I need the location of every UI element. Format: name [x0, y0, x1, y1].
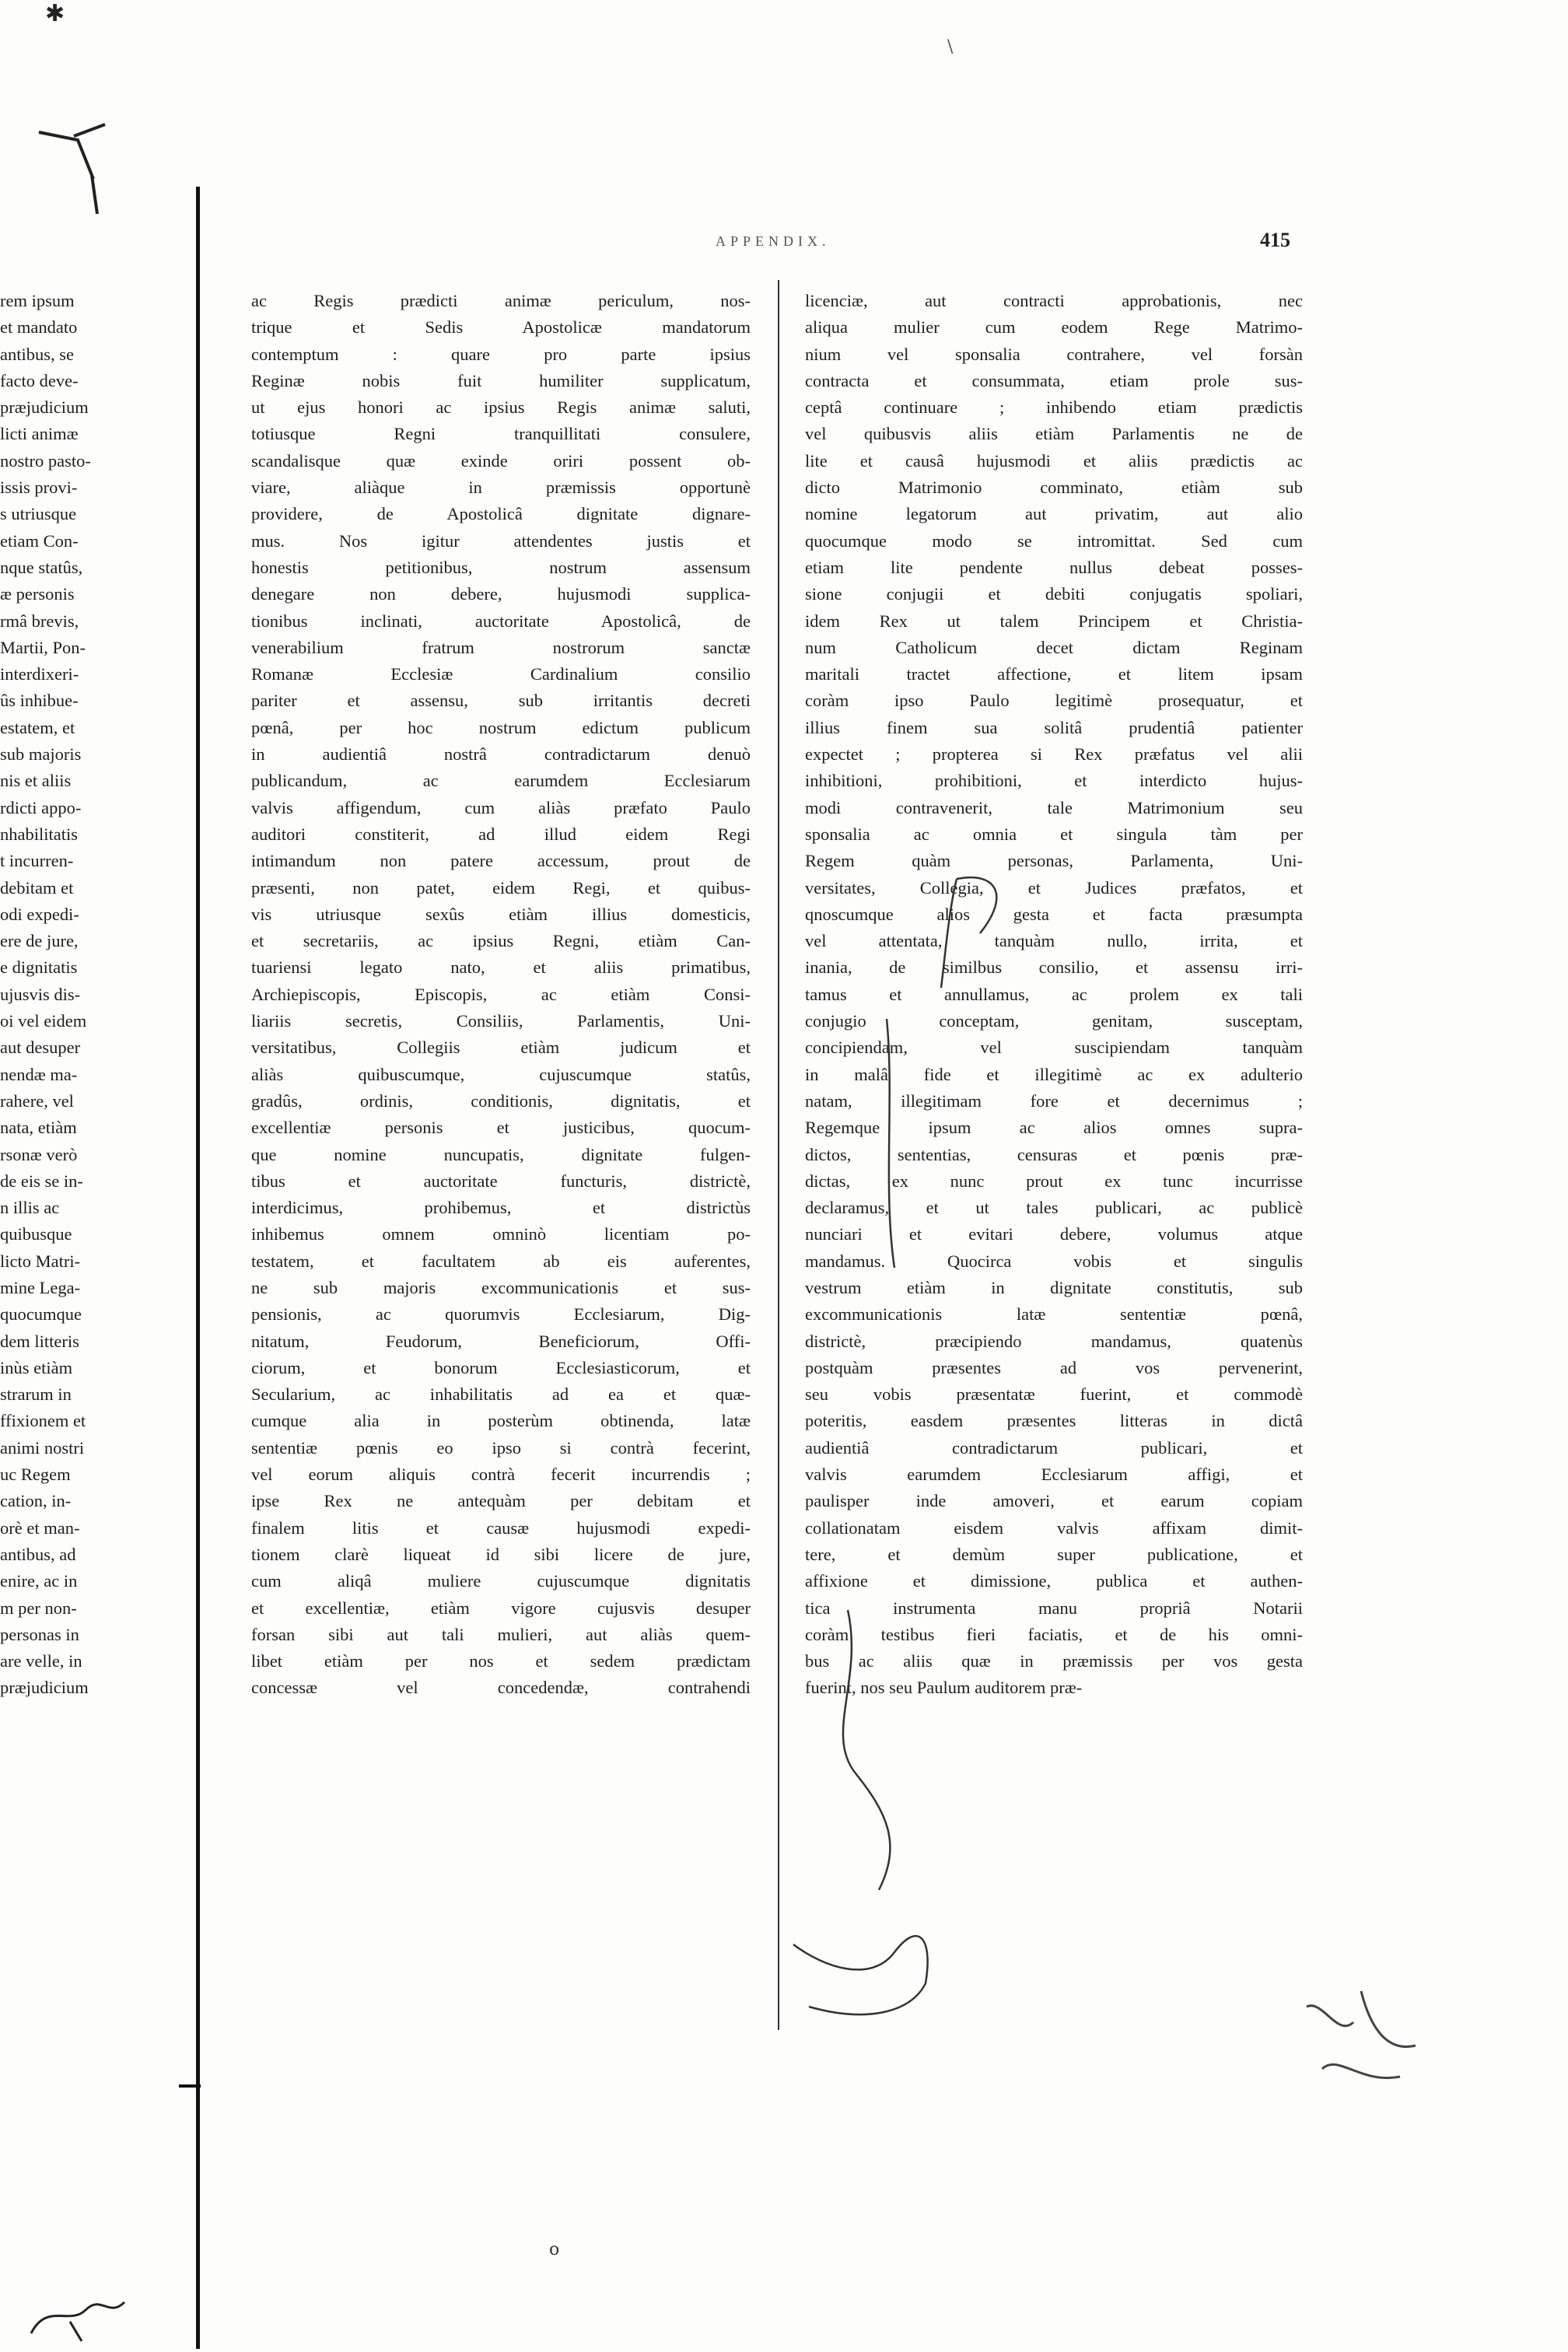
text-line: auditori constiterit, ad illud eidem Regi	[251, 824, 751, 844]
text-line: facto deve-	[0, 370, 79, 390]
text-line: debitam et	[0, 877, 74, 898]
text-line: ceptâ continuare ; inhibendo etiam prædictis	[805, 397, 1303, 418]
text-line: sententiæ pœnis eo ipso si contrà fecerint,	[251, 1437, 751, 1458]
text-line: sione conjugii et debiti conjugatis spoliari,	[805, 584, 1303, 604]
text-line: nunciari et evitari debere, volumus atque	[805, 1224, 1303, 1244]
text-line: expectet ; propterea si Rex præfatus vel alii	[805, 744, 1303, 765]
text-line: æ personis	[0, 584, 75, 604]
text-line: ut ejus honori ac ipsius Regis animæ saluti,	[251, 397, 751, 418]
text-line: de eis se in-	[0, 1171, 83, 1191]
text-line: valvis earumdem Ecclesiarum affigi, et	[805, 1465, 1303, 1485]
text-line: versitates, Collegia, et Judices præfatos, et	[805, 877, 1303, 898]
text-line: tibus et auctoritate functuris, districtè,	[251, 1171, 751, 1191]
text-line: ac Regis prædicti animæ periculum, nos-	[251, 291, 751, 310]
text-line: ciorum, et bonorum Ecclesiasticorum, et	[251, 1357, 751, 1377]
text-line: cation, in-	[0, 1491, 72, 1511]
text-line: versitatibus, Collegiis etiàm judicum et	[251, 1038, 751, 1058]
text-line: paulisper inde amoveri, et earum copiam	[805, 1491, 1303, 1511]
text-line: inhibemus omnem omninò licentiam po-	[251, 1224, 751, 1244]
text-line: ujusvis dis-	[0, 984, 81, 1004]
text-line: dictas, ex nunc prout ex tunc incurrisse	[805, 1171, 1303, 1191]
text-line: pœnâ, per hoc nostrum edictum publicum	[251, 717, 751, 737]
text-line: pensionis, ac quorumvis Ecclesiarum, Dig-	[251, 1304, 751, 1325]
text-line: declaramus, et ut tales publicari, ac publicè	[805, 1198, 1303, 1218]
text-line: vel attentata, tanquàm nullo, irrita, et	[805, 931, 1303, 951]
text-line: excellentiæ personis et justicibus, quocum-	[251, 1118, 751, 1138]
text-line: Reginæ nobis fuit humiliter supplicatum,	[251, 370, 751, 390]
page-number: 415	[1260, 229, 1290, 251]
text-line: trique et Sedis Apostolicæ mandatorum	[251, 317, 751, 338]
text-line: interdicimus, prohibemus, et districtùs	[251, 1198, 751, 1218]
text-line: estatem, et	[0, 717, 75, 737]
text-line: vel eorum aliquis contrà fecerit incurrendis ;	[251, 1465, 751, 1485]
text-line: issis provi-	[0, 478, 78, 498]
text-line: rahere, vel	[0, 1090, 74, 1111]
text-line: et mandato	[0, 317, 78, 338]
text-line: tionibus inclinati, auctoritate Apostolicâ, de	[251, 611, 751, 631]
text-line: illius finem sua solitâ prudentiâ patienter	[805, 717, 1303, 737]
text-line: interdixeri-	[0, 664, 79, 684]
text-line: antibus, ad	[0, 1544, 76, 1564]
text-line: nitatum, Feudorum, Beneficiorum, Offi-	[251, 1331, 751, 1351]
ink-arrow-mark	[31, 109, 124, 218]
text-line: animi nostri	[0, 1437, 85, 1458]
text-line: nium vel sponsalia contrahere, vel forsàn	[805, 344, 1303, 364]
text-line: tuariensi legato nato, et aliis primatibus,	[251, 957, 751, 978]
text-line: licenciæ, aut contracti approbationis, nec	[805, 291, 1303, 310]
text-line: strarum in	[0, 1384, 72, 1405]
text-line: ne sub majoris excommunicationis et sus-	[251, 1277, 751, 1297]
text-line: excommunicationis latæ sententiæ pœnâ,	[805, 1304, 1303, 1325]
text-line: ûs inhibue-	[0, 691, 79, 711]
left-bottom-rule	[179, 2084, 201, 2088]
text-line: inhibitioni, prohibitioni, et interdicto hujus-	[805, 771, 1303, 791]
ink-mark-top-left: ✱	[45, 0, 65, 27]
text-line: quocumque	[0, 1304, 82, 1325]
text-line: providere, de Apostolicâ dignitate dignare-	[251, 504, 751, 524]
page-header	[0, 229, 1568, 264]
text-line: districtè, præcipiendo mandamus, quatenùs	[805, 1331, 1303, 1351]
text-line: præjudicium	[0, 397, 89, 418]
text-line: tionem clarè liqueat id sibi licere de jure,	[251, 1544, 751, 1564]
text-line: uc Regem	[0, 1465, 71, 1485]
text-line: in audientiâ nostrâ contradictarum denuò	[251, 744, 751, 765]
text-line: e dignitatis	[0, 957, 78, 978]
text-line: sponsalia ac omnia et singula tàm per	[805, 824, 1303, 844]
text-line: nque statûs,	[0, 557, 83, 577]
middle-column	[251, 288, 751, 1702]
text-line: maritali tractet affectione, et litem ipsam	[805, 664, 1303, 684]
text-line: forsan sibi aut tali mulieri, aut aliàs quem-	[251, 1624, 751, 1644]
text-line: aliqua mulier cum eodem Rege Matrimo-	[805, 317, 1303, 338]
text-line: vis utriusque sexûs etiàm illius domesticis,	[251, 904, 751, 924]
text-line: nomine legatorum aut privatim, aut alio	[805, 504, 1303, 524]
text-line: fuerint, nos seu Paulum auditorem præ-	[805, 1678, 1083, 1698]
text-line: sub majoris	[0, 744, 82, 765]
text-line: præsenti, non patet, eidem Regi, et quibus-	[251, 877, 751, 898]
text-line: concessæ vel concedendæ, contrahendi	[251, 1678, 751, 1698]
text-line: collationatam eisdem valvis affixam dimit-	[805, 1517, 1303, 1538]
text-line: quibusque	[0, 1224, 72, 1244]
text-line: libet etiàm per nos et sedem prædictam	[251, 1651, 751, 1671]
text-line: vestrum etiàm in dignitate constitutis, sub	[805, 1277, 1303, 1297]
text-line: licto Matri-	[0, 1251, 81, 1271]
left-column-cropped	[0, 288, 167, 1702]
text-line: gradûs, ordinis, conditionis, dignitatis, et	[251, 1090, 751, 1111]
text-line: tere, et demùm super publicatione, et	[805, 1544, 1303, 1564]
running-head: APPENDIX.	[716, 233, 831, 249]
text-line: natam, illegitimam fore et decernimus ;	[805, 1090, 1303, 1111]
text-line: aut desuper	[0, 1038, 81, 1058]
text-line: mandamus. Quocirca vobis et singulis	[805, 1251, 1303, 1271]
text-line: ffixionem et	[0, 1411, 86, 1431]
text-line: personas in	[0, 1624, 79, 1644]
text-line: nhabilitatis	[0, 824, 78, 844]
text-line: nostro pasto-	[0, 450, 91, 471]
text-line: postquàm præsentes ad vos pervenerint,	[805, 1357, 1303, 1377]
text-line: enire, ac in	[0, 1571, 78, 1591]
text-line: contemptum : quare pro parte ipsius	[251, 344, 751, 364]
text-line: conjugio conceptam, genitam, susceptam,	[805, 1011, 1303, 1031]
small-o-mark: o	[549, 2240, 560, 2259]
text-line: liariis secretis, Consiliis, Parlamentis, Uni-	[251, 1011, 751, 1031]
text-line: rmâ brevis,	[0, 611, 79, 631]
text-line: num Catholicum decet dictam Reginam	[805, 637, 1303, 657]
text-line: venerabilium fratrum nostrorum sanctæ	[251, 637, 751, 657]
text-line: coràm ipso Paulo legitimè prosequatur, et	[805, 691, 1303, 711]
text-line: Archiepiscopis, Episcopis, ac etiàm Consi-	[251, 984, 751, 1004]
text-line: et excellentiæ, etiàm vigore cujusvis desuper	[251, 1598, 751, 1618]
text-line: coràm testibus fieri faciatis, et de his omni-	[805, 1624, 1303, 1644]
text-line: dicto Matrimonio comminato, etiàm sub	[805, 478, 1303, 498]
text-line: in malâ fide et illegitimè ac ex adulterio	[805, 1064, 1303, 1084]
text-line: inania, de similbus consilio, et assensu irri-	[805, 957, 1303, 978]
text-line: nendæ ma-	[0, 1064, 78, 1084]
text-line: Romanæ Ecclesiæ Cardinalium consilio	[251, 664, 751, 684]
text-line: Regem quàm personas, Parlamenta, Uni-	[805, 851, 1303, 871]
left-margin-rule	[196, 187, 200, 2349]
text-line: totiusque Regni tranquillitati consulere,	[251, 424, 751, 444]
text-line: dem litteris	[0, 1331, 79, 1351]
text-line: audientiâ contradictarum publicari, et	[805, 1437, 1303, 1458]
text-line: rem ipsum	[0, 291, 75, 310]
text-line: vel quibusvis aliis etiàm Parlamentis ne de	[805, 424, 1303, 444]
text-line: valvis affigendum, cum aliàs præfato Paulo	[251, 797, 751, 817]
text-line: Secularium, ac inhabilitatis ad ea et quæ-	[251, 1384, 751, 1405]
text-line: etiam lite pendente nullus debeat posses-	[805, 557, 1303, 577]
text-line: n illis ac	[0, 1198, 60, 1218]
text-line: et secretariis, ac ipsius Regni, etiàm Can-	[251, 931, 751, 951]
text-line: ipse Rex ne antequàm per debitam et	[251, 1491, 751, 1511]
text-line: modi contravenerit, tale Matrimonium seu	[805, 797, 1303, 817]
text-line: orè et man-	[0, 1517, 80, 1538]
text-line: inùs etiàm	[0, 1357, 73, 1377]
text-line: mine Lega-	[0, 1277, 81, 1297]
text-line: affixione et dimissione, publica et authen-	[805, 1571, 1303, 1591]
text-line: intimandum non patere accessum, prout de	[251, 851, 751, 871]
text-line: rsonæ verò	[0, 1144, 78, 1164]
text-line: que nomine nuncupatis, dignitate fulgen-	[251, 1144, 751, 1164]
text-line: antibus, se	[0, 344, 74, 364]
text-line: m per non-	[0, 1598, 77, 1618]
ink-scrawl-right-margin	[1291, 1976, 1431, 2100]
text-line: ere de jure,	[0, 931, 79, 951]
text-line: dictos, sententias, censuras et pœnis præ-	[805, 1144, 1303, 1164]
text-line: nata, etiàm	[0, 1118, 77, 1138]
text-line: aliàs quibuscumque, cujuscumque statûs,	[251, 1064, 751, 1084]
text-line: oi vel eidem	[0, 1011, 87, 1031]
text-line: tamus et annullamus, ac prolem ex tali	[805, 984, 1303, 1004]
text-line: seu vobis præsentatæ fuerint, et commodè	[805, 1384, 1303, 1405]
ink-scrawl-bottom-left	[23, 2287, 132, 2349]
text-line: scandalisque quæ exinde oriri possent ob-	[251, 450, 751, 471]
text-line: idem Rex ut talem Principem et Christia-	[805, 611, 1303, 631]
text-line: publicandum, ac earumdem Ecclesiarum	[251, 771, 751, 791]
text-line: honestis petitionibus, nostrum assensum	[251, 557, 751, 577]
text-line: cumque alia in posterùm obtinenda, latæ	[251, 1411, 751, 1431]
text-line: denegare non debere, hujusmodi supplica-	[251, 584, 751, 604]
text-line: concipiendam, vel suscipiendam tanquàm	[805, 1038, 1303, 1058]
text-line: finalem litis et causæ hujusmodi expedi-	[251, 1517, 751, 1538]
text-line: poteritis, easdem præsentes litteras in dictâ	[805, 1411, 1303, 1431]
text-line: nis et aliis	[0, 771, 72, 791]
small-tick-mark: \	[947, 37, 954, 57]
text-line: qnoscumque alios gesta et facta præsumpta	[805, 904, 1303, 924]
text-line: testatem, et facultatem ab eis auferentes,	[251, 1251, 751, 1271]
text-line: contracta et consummata, etiam prole sus-	[805, 370, 1303, 390]
text-line: rdicti appo-	[0, 797, 82, 817]
text-line: cum aliqâ muliere cujuscumque dignitatis	[251, 1571, 751, 1591]
text-line: licti animæ	[0, 424, 79, 444]
text-line: Regemque ipsum ac alios omnes supra-	[805, 1118, 1303, 1138]
text-line: viare, aliàque in præmissis opportunè	[251, 478, 751, 498]
text-line: lite et causâ hujusmodi et aliis prædictis ac	[805, 450, 1303, 471]
text-line: quocumque modo se intromittat. Sed cum	[805, 530, 1303, 551]
text-line: odi expedi-	[0, 904, 79, 924]
text-line: etiam Con-	[0, 530, 79, 551]
text-line: bus ac aliis quæ in præmissis per vos gesta	[805, 1651, 1303, 1671]
text-line: præjudicium	[0, 1678, 89, 1698]
text-line: are velle, in	[0, 1651, 82, 1671]
text-line: t incurren-	[0, 851, 74, 871]
text-line: pariter et assensu, sub irritantis decreti	[251, 691, 751, 711]
pen-annotation-stroke	[778, 863, 1104, 2030]
text-line: mus. Nos igitur attendentes justis et	[251, 530, 751, 551]
text-line: Martii, Pon-	[0, 637, 86, 657]
text-line: tica instrumenta manu propriâ Notarii	[805, 1598, 1303, 1618]
text-line: s utriusque	[0, 504, 77, 524]
